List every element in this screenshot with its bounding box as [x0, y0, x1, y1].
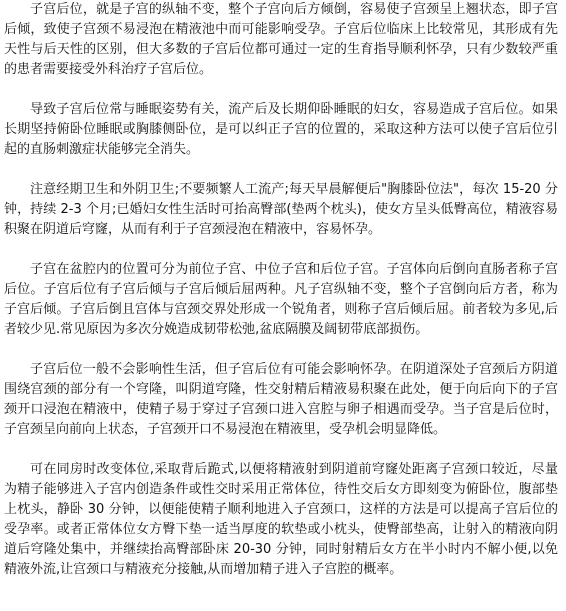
paragraph-fertility-impact: 子宫后位一般不会影响性生活，但子宫后位有可能会影响怀孕。在阴道深处子宫颈后方阴道围绕宫颈的部分有一个穹隆，叫阴道穹隆，性交射精后精液易积聚在此处，便于向后向下的子宫颈开口浸泡在精液中，使精子易于穿过子宫颈口进入宫腔与卵子相遇而受孕。当子宫是后位时，子宫颈呈向前向上状态，子宫颈开口不易浸泡在精液里，受孕机会明显降低。 [4, 362, 558, 437]
paragraph-gap [4, 240, 558, 260]
paragraph-classification: 子宫在盆腔内的位置可分为前位子宫、中位子宫和后位子宫。子宫体向后倒向直肠者称子宫后位。子宫后位有子宫后倾与子宫后倾后屈两种。凡子宫纵轴不变，整个子宫倒向后方者，称为子宫后倾。子宫后倒且宫体与宫颈交界处形成一个锐角者，则称子宫后倾后屈。前者较为多见,后者较少见.常见原因为多次分娩造成韧带松弛,盆底隔膜及阔韧带底部损伤。 [4, 262, 558, 337]
paragraph-prevention: 注意经期卫生和外阴卫生;不要频繁人工流产;每天早晨解便后"胸膝卧位法"，每次 15-20 分钟，持续 2-3 个月;已婚妇女性生活时可抬高臀部(垫两个枕头)，使女方呈头低臀高位，精液容易积聚在阴道后穹窿，从而有利于子宫颈浸泡在精液中，容易怀孕。 [4, 182, 558, 237]
paragraph-gap [4, 440, 558, 460]
paragraph-causes: 导致子宫后位常与睡眠姿势有关，流产后及长期仰卧睡眠的妇女，容易造成子宫后位。如果长期坚持俯卧位睡眠或胸膝侧卧位，是可以纠正子宫的位置的，采取这种方法可以使子宫后位引起的直肠刺激症状能够完全消失。 [4, 102, 558, 157]
paragraph-conception-positions: 可在同房时改变体位,采取背后跪式,以便将精液射到阴道前穹窿处距离子宫颈口较近，尽量为精子能够进入子宫内创造条件或性交时采用正常体位，待性交后女方即刻变为俯卧位，腹部垫上枕头，静卧 30 分钟，以便能使精子顺利地进入子宫颈口，这样的方法是可以提高子宫后位的受孕率。或者正常体位女方臀下垫一适当厚度的软垫或小枕头，使臀部垫高，让射入的精液向阴道后穹隆处集中，并继续抬高臀部卧床 20-30 分钟，同时射精后女方在半小时内不解小便,以免精液外流,让宫颈口与精液充分接触,从而增加精子进入子宫腔的概率。 [4, 462, 558, 577]
paragraph-gap [4, 340, 558, 360]
paragraph-definition: 子宫后位，就是子宫的纵轴不变，整个子宫向后方倾倒，容易使子宫颈呈上翘状态，即子宫后倾，致使子宫颈不易浸泡在精液池中而可能影响受孕。子宫后位临床上比较常见，其形成有先天性与后天性的区别，但大多数的子宫后位都可通过一定的生育指导顺利怀孕，只有少数较严重的患者需要接受外科治疗子宫后位。 [4, 2, 558, 77]
paragraph-gap [4, 160, 558, 180]
paragraph-gap [4, 80, 558, 100]
